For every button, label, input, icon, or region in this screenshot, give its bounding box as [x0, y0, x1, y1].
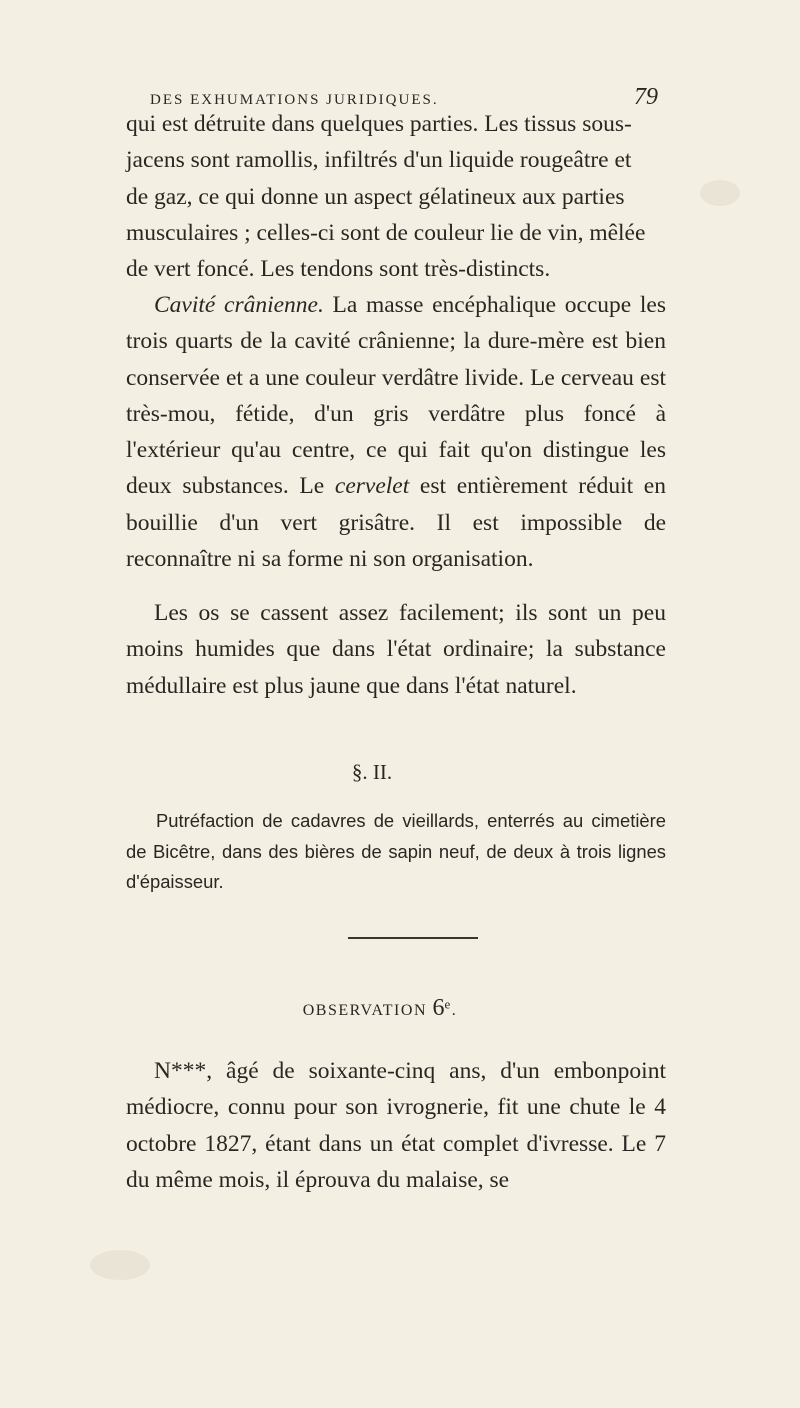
- italic-term: cervelet: [334, 473, 410, 500]
- observation-period: .: [451, 1002, 458, 1019]
- observation-superscript: e: [444, 996, 452, 1012]
- divider-rule: [348, 937, 478, 939]
- paragraph-text-part: La masse encéphalique occupe les trois quarts de la cavité crânienne; la dure-mère est bien conservée et a une couleur verdâtre livide. Le cerveau est très-mou, fétide, d'un gris verdâtre plus foncé à l'extérieur qu'au centre, ce qui fait qu'on distingue les deux substances. Le: [126, 292, 667, 500]
- text-line: de vert foncé. Les tendons sont très-distincts.: [126, 256, 551, 283]
- page-number: 79: [634, 84, 658, 110]
- text-line: musculaires ; celles-ci sont de couleur lie de vin, mêlée: [126, 219, 646, 246]
- text-line: jacens sont ramollis, infiltrés d'un liquide rougeâtre et: [126, 147, 632, 174]
- section-summary: [126, 806, 666, 898]
- paragraph-cranial-cavity: [126, 287, 666, 577]
- summary-text: Putréfaction de cadavres de vieillards, enterrés au cimetière de Bicêtre, dans des bières de sapin neuf, de deux à trois lignes d'épaisseur.: [126, 810, 666, 892]
- paragraph-text: Les os se cassent assez facilement; ils sont un peu moins humides que dans l'état ordinaire; la substance médullaire est plus jaune que dans l'état naturel.: [126, 600, 666, 699]
- observation-number: 6: [432, 995, 445, 1021]
- observation-label: OBSERVATION: [302, 1002, 427, 1019]
- text-line: qui est détruite dans quelques parties. Les tissus sous-: [126, 111, 632, 137]
- paragraph-bones: [126, 595, 666, 704]
- text-line: de gaz, ce qui donne un aspect gélatineux aux parties: [126, 183, 625, 210]
- paper-stain: [90, 1250, 150, 1280]
- paragraph-text-part: est entièrement réduit en bouillie d'un vert grisâtre. Il est impossible de reconnaître ni sa forme ni son organisation.: [126, 473, 666, 573]
- observation-heading: [0, 995, 780, 1022]
- running-title: DES EXHUMATIONS JURIDIQUES.: [150, 92, 439, 108]
- paragraph-tissues: [126, 106, 666, 287]
- section-heading: §. II.: [351, 760, 393, 784]
- paragraph-text: [126, 287, 666, 577]
- paper-stain: [700, 180, 740, 206]
- paragraph-text: N***, âgé de soixante-cinq ans, d'un embonpoint médiocre, connu pour son ivrognerie, fit une chute le 4 octobre 1827, étant dans un état complet d'ivresse. Le 7 du même mois, il éprouva du malaise, se: [126, 1058, 666, 1193]
- italic-heading: Cavité crânienne.: [154, 292, 324, 318]
- paragraph-observation: [126, 1053, 666, 1198]
